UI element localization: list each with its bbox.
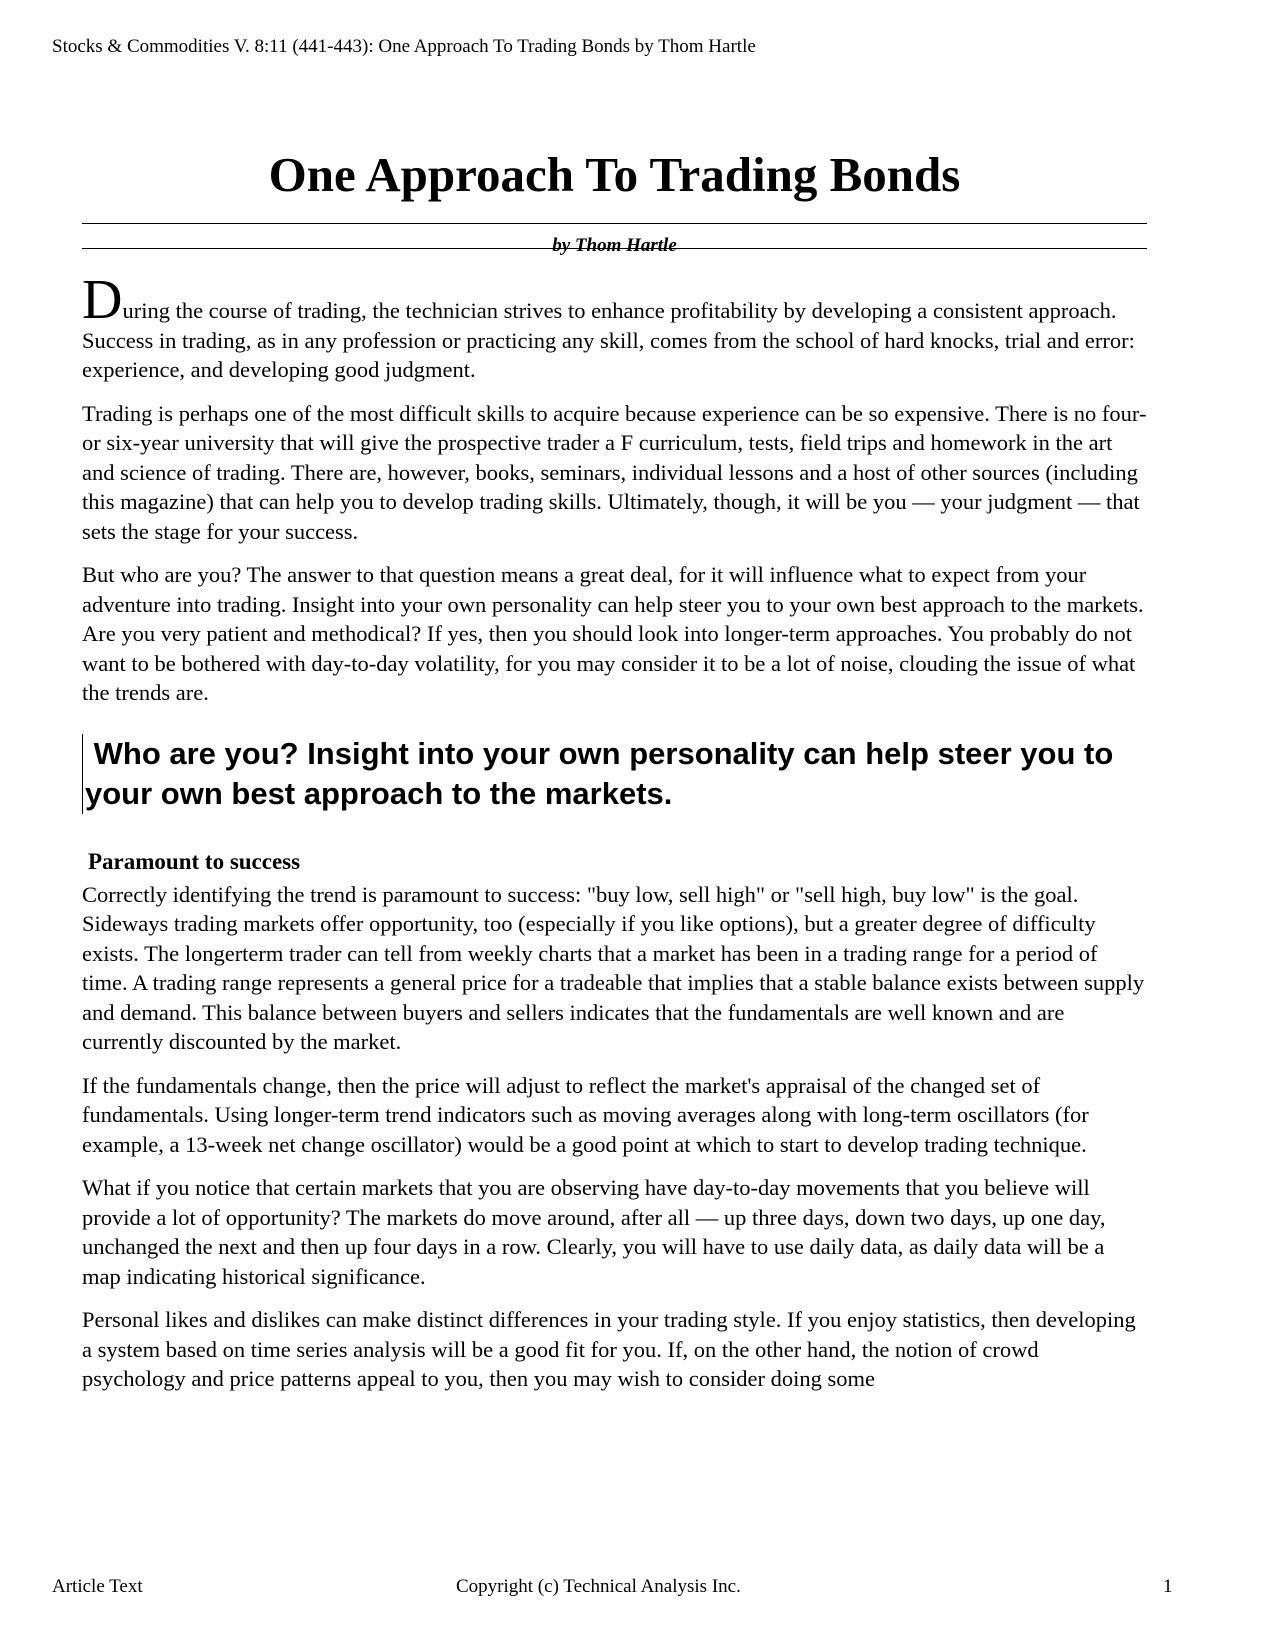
page-number: 1 (1163, 1576, 1173, 1597)
article-body (82, 269, 1147, 1408)
section-subhead: Paramount to success (88, 848, 301, 874)
paragraph-7: Personal likes and dislikes can make distinct differences in your trading style. If you enjoy statistics, then developing a system based on time series analysis will be a good fit for you. If, on the other hand, the notion of crowd psychology and price patterns appeal to you, then you may wish to consider doing some (82, 1307, 1136, 1391)
running-header: Stocks & Commodities V. 8:11 (441-443): One Approach To Trading Bonds by Thom Hartle (52, 36, 756, 57)
pull-quote (82, 734, 1147, 814)
article-title: One Approach To Trading Bonds (268, 147, 961, 202)
pull-quote-text: Who are you? Insight into your own personality can help steer you to your own best approach to the markets. (85, 735, 1114, 811)
byline-bottom-rule (82, 248, 1147, 249)
byline: by Thom Hartle (552, 235, 677, 256)
paragraph-6: What if you notice that certain markets that you are observing have day-to-day movements that you believe will provide a lot of opportunity? The markets do move around, after all — up three days, down two days, up one day, unchanged the next and then up four days in a row. Clearly, you will have to use daily data, as daily data will be a map indicating historical significance. (82, 1175, 1106, 1289)
paragraph-2: Trading is perhaps one of the most difficult skills to acquire because experience can be so expensive. There is no four- or six-year university that will give the prospective trader a F curriculum, tests, field trips and homework in the art and science of trading. There are, however, books, seminars, individual lessons and a host of other sources (including this magazine) that can help you to develop trading skills. Ultimately, though, it will be you — your judgment — that sets the stage for your success. (82, 400, 1147, 544)
footer-copyright: Copyright (c) Technical Analysis Inc. (456, 1576, 741, 1597)
paragraph-1 (82, 269, 1147, 385)
paragraph-1-text: uring the course of trading, the technician strives to enhance profitability by developing a consistent approach. Success in trading, as in any profession or practicing any skill, comes from the school of hard knocks, trial and error: experience, and developing good judgment. (82, 298, 1135, 382)
paragraph-5: If the fundamentals change, then the price will adjust to reflect the market's appraisal of the changed set of fundamentals. Using longer-term trend indicators such as moving averages along with long-term oscillators (for example, a 13-week net change oscillator) would be a good point at which to start to develop trading technique. (82, 1072, 1089, 1157)
paragraph-3: But who are you? The answer to that question means a great deal, for it will influence what to expect from your adventure into trading. Insight into your own personality can help steer you to your own best approach to the markets. Are you very patient and methodical? If yes, then you should look into longer-term approaches. You probably do not want to be bothered with day-to-day volatility, for you may consider it to be a lot of noise, clouding the issue of what the trends are. (82, 562, 1144, 705)
paragraph-4: Correctly identifying the trend is paramount to success: "buy low, sell high" or "sell high, buy low" is the goal. Sideways trading markets offer opportunity, too (especially if you like options), but a greater degree of difficulty exists. The longerterm trader can tell from weekly charts that a market has been in a trading range for a period of time. A trading range represents a general price for a tradeable that implies that a stable balance exists between supply and demand. This balance between buyers and sellers indicates that the fundamentals are well known and are currently discounted by the market. (82, 881, 1145, 1054)
drop-cap: D (82, 269, 123, 331)
byline-top-rule (82, 223, 1147, 224)
footer-label: Article Text (52, 1576, 143, 1597)
